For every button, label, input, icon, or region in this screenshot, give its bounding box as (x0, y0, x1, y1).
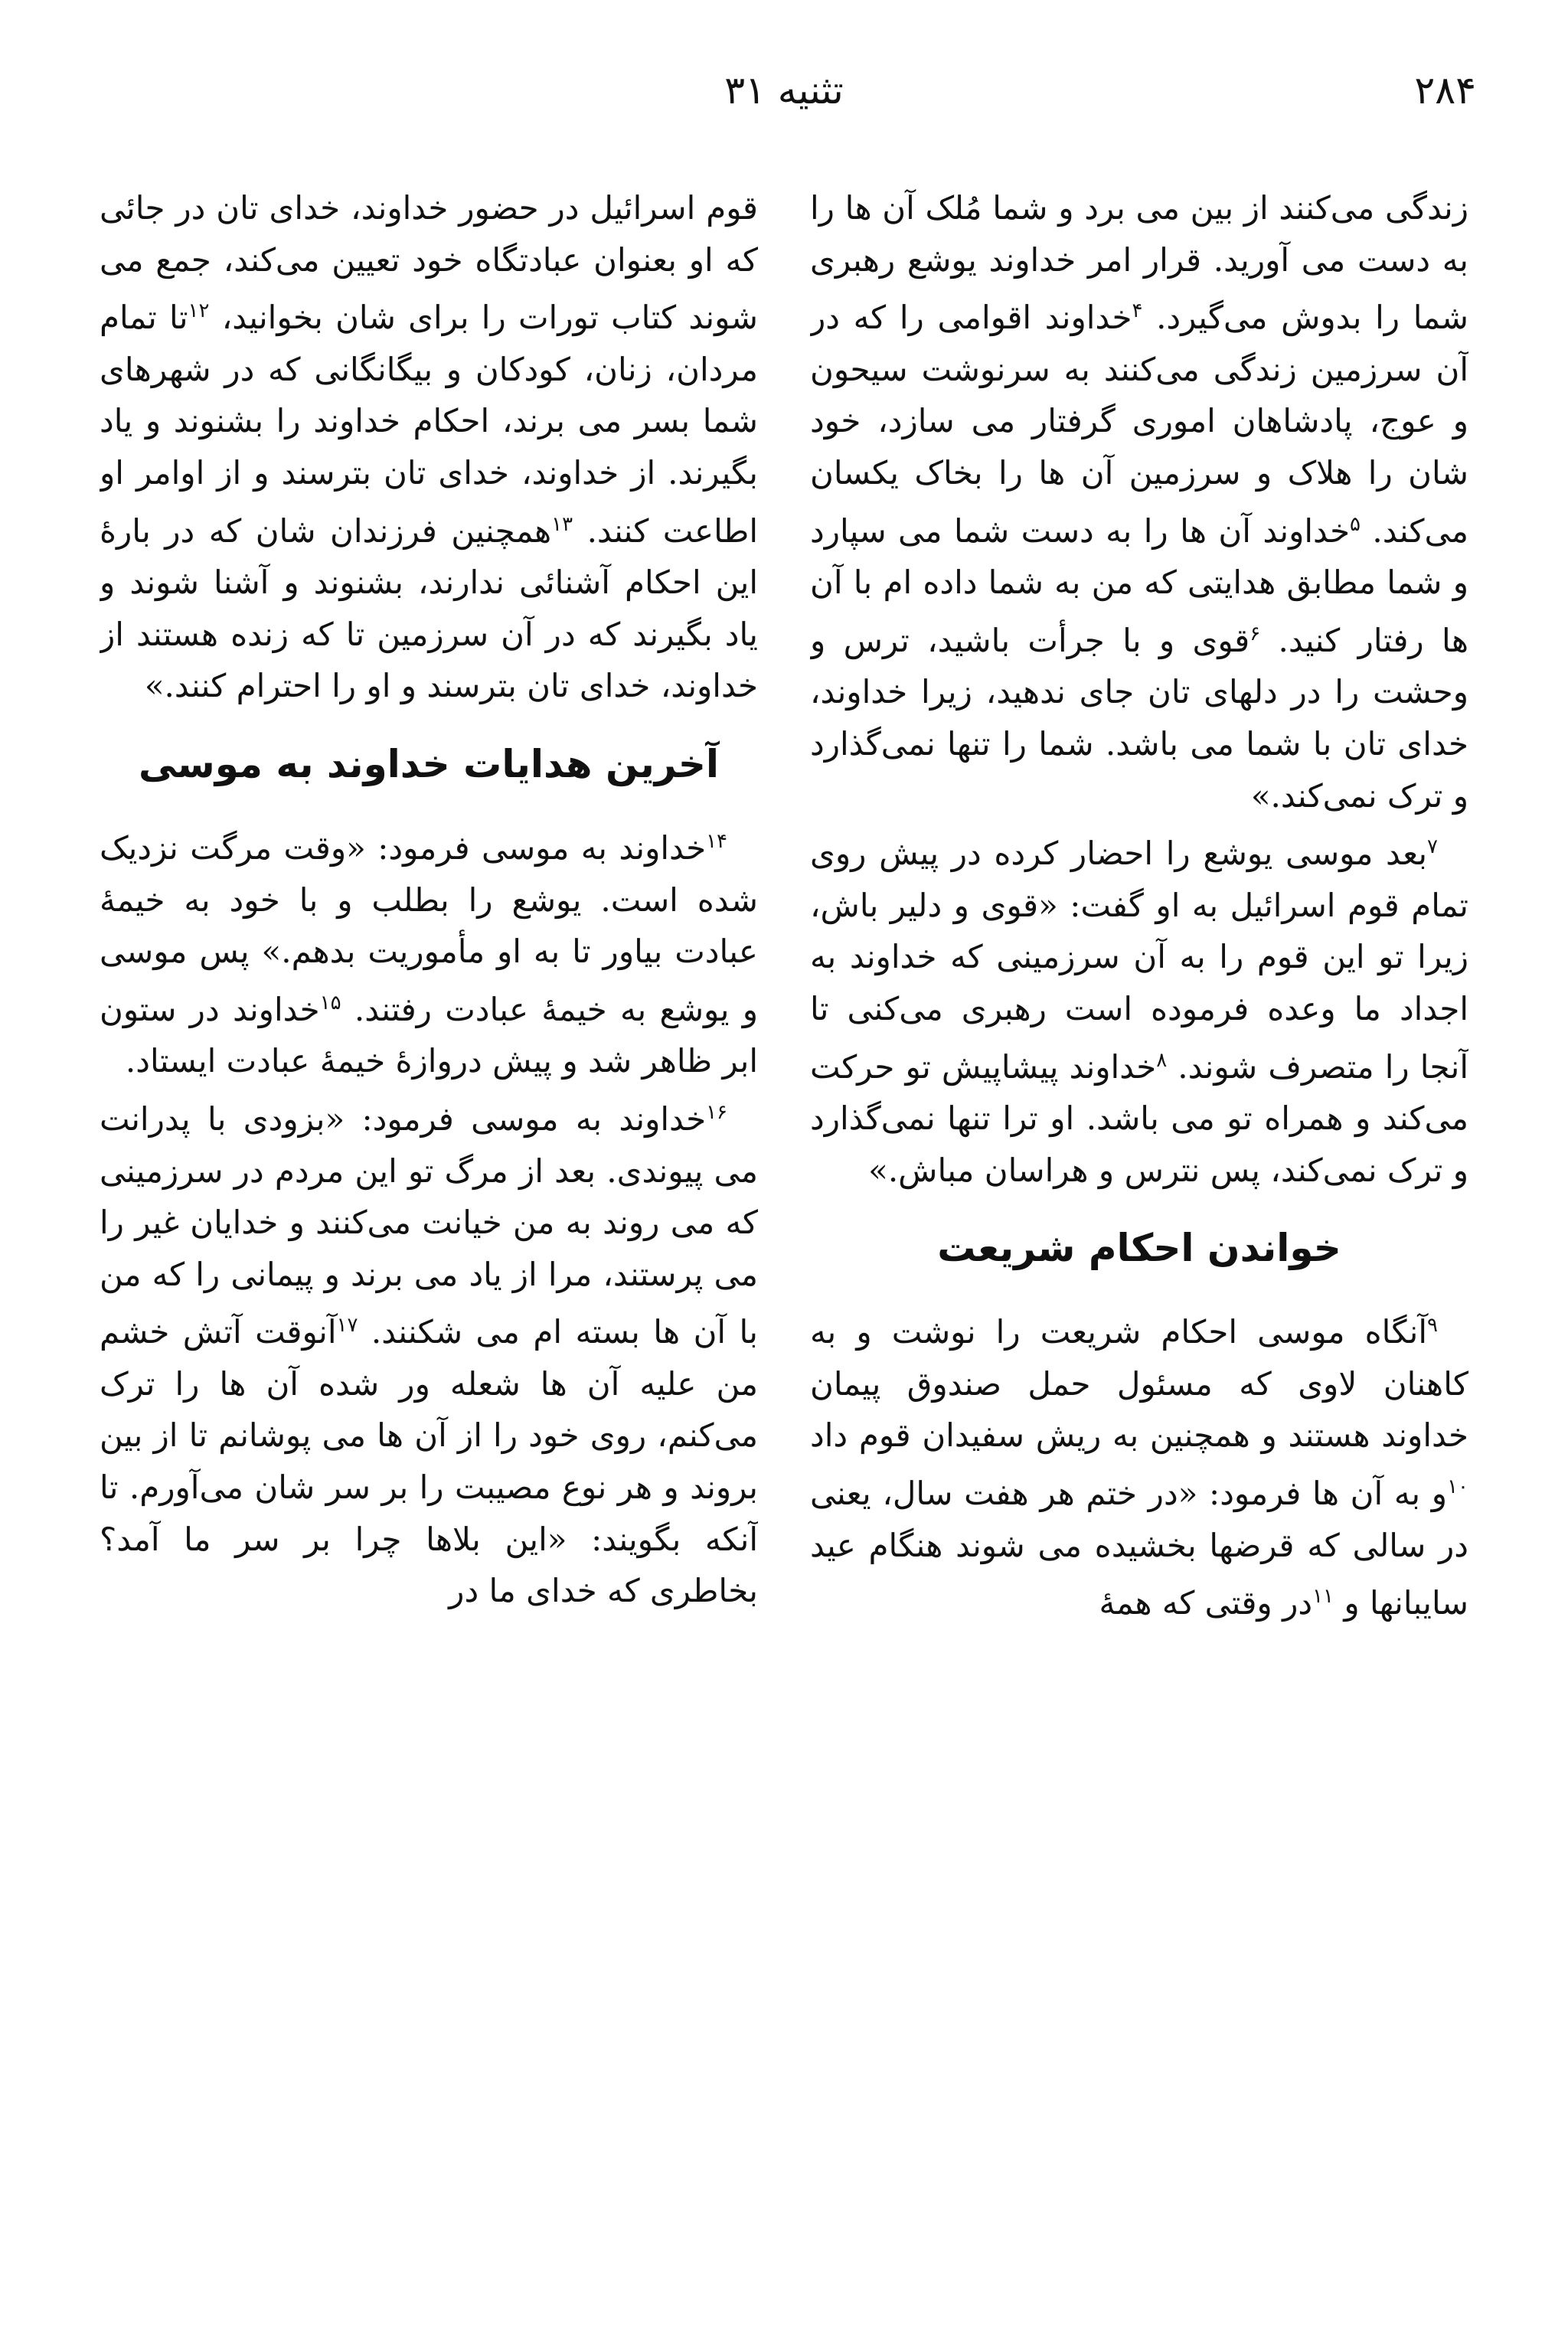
verse-number: ۵ (1350, 512, 1361, 536)
paragraph-text: قوم اسرائیل در حضور خداوند، خدای تان در جائی که او بعنوان عبادتگاه خود تعیین می‌کند، جمع می شوند کتاب تورات را برای شان بخوانید، (100, 189, 758, 337)
verse-number: ۱۰ (1447, 1475, 1468, 1499)
verse-number: ۱۳ (551, 512, 573, 536)
paragraph-text: خداوند اقوامی را که در آن سرزمین زندگی می‌کنند به سرنوشت سیحون و عوج، پادشاهان اموری گرفتار می سازد، خود شان را هلاک و سرزمین آن ها را بخاک یکسان می‌کند. (810, 299, 1468, 550)
chapter-title: تثنیه ۳۱ (724, 68, 844, 113)
left-column (100, 182, 758, 2318)
verse-number: ۱۲ (188, 299, 210, 323)
verse-number: ۷ (1427, 835, 1438, 859)
paragraph-text: خداوند در ستون ابر ظاهر شد و پیش دروازۀ خیمۀ عبادت ایستاد. (100, 990, 758, 1080)
paragraph-text: تا تمام مردان، زنان، کودکان و بیگانگانی که در شهرهای شما بسر می برند، احکام خداوند را بشنوند و یاد بگیرند. از خداوند، خدای تان بترسند و از اوامر او اطاعت کنند. (100, 299, 758, 550)
paragraph-text: بعد موسی یوشع را احضار کرده در پیش روی تمام قوم اسرائیل به او گفت: «قوی و دلیر باش، زیرا تو این قوم را به آن سرزمینی که خداوند به اجداد ما وعده فرموده است رهبری می‌کنی تا آنجا را متصرف شوند. (810, 835, 1468, 1086)
verse-number: ۴ (1132, 299, 1143, 323)
paragraph-text: زندگی می‌کنند از بین می برد و شما مُلک آن ها را به دست می آورید. قرار امر خداوند یوشع رهبری شما را بدوش می‌گیرد. (810, 189, 1468, 337)
page-number: ۲۸۴ (1414, 68, 1476, 113)
running-header (0, 60, 1568, 121)
verse-number: ۱۵ (319, 991, 341, 1014)
verse-number: ۱۴ (706, 829, 727, 853)
paragraph-text: و به آن ها فرمود: «در ختم هر هفت سال، یعنی در سالی که قرضها بخشیده می شوند هنگام عید سایبانها و (810, 1475, 1468, 1622)
paragraph-text: در وقتی که همهٔ (1099, 1584, 1313, 1622)
paragraph (100, 182, 758, 712)
verse-number: ۱۷ (336, 1314, 358, 1338)
paragraph-text: خداوند پیشاپیش تو حرکت می‌کند و همراه تو می باشد. او ترا تنها نمی‌گذارد و ترک نمی‌کند، پس نترس و هراسان مباش.» (810, 1047, 1468, 1189)
section-heading: خواندن احکام شریعت (937, 1226, 1341, 1271)
verse-number: ۹ (1427, 1314, 1438, 1338)
paragraph-text: قوی و با جرأت باشید، ترس و وحشت را در دلهای تان جای ندهید، زیرا خداوند، خدای تان با شما می باشد. شما را تنها نمی‌گذارد و ترک نمی‌کند.» (810, 621, 1468, 815)
paragraph-text: خداوند به موسی فرمود: «بزودی با پدرانت می پیوندی. بعد از مرگ تو این مردم در سرزمینی که می روند به من خیانت می‌کنند و خدایان غیر را می پرستند، مرا از یاد می برند و پیمانی را که من با آن ها بسته ام می شکنند. (100, 1099, 758, 1351)
paragraph-text: آنوقت آتش خشم من علیه آن ها شعله ور شده آن ها را ترک می‌کنم، روی خود را از آن ها می پوشانم تا از بین بروند و هر نوع مصیبت را بر سر شان می‌آورم. تا آنکه بگویند: «این بلاها چرا بر سر ما آمد؟ بخاطری که خدای ما در (100, 1313, 758, 1610)
paragraph (810, 822, 1468, 1196)
paragraph-text: خداوند آن ها را به دست شما می سپارد و شما مطابق هدایتی که من به شما داده ام با آن ها رفتار کنید. (810, 511, 1468, 659)
paragraph (100, 1087, 758, 1617)
paragraph (100, 816, 758, 1087)
paragraph-text: خداوند به موسی فرمود: «وقت مرگت نزدیک شده است. یوشع را بطلب و با خود به خیمۀ عبادت بیاور تا به او مأموریت بدهم.» پس موسی و یوشع به خیمۀ عبادت رفتند. (100, 828, 758, 1028)
verse-number: ۶ (1250, 622, 1261, 645)
right-column (810, 182, 1468, 2318)
verse-number: ۱۱ (1312, 1585, 1334, 1609)
verse-number: ۱۶ (706, 1100, 727, 1124)
paragraph-text: آنگاه موسی احکام شریعت را نوشت و به کاهنان لاوی که مسئول حمل صندوق پیمان خداوند هستند و همچنین به ریش سفیدان قوم داد (810, 1313, 1468, 1455)
verse-number: ۸ (1156, 1048, 1168, 1072)
paragraph-text: همچنین فرزندان شان که در بارۀ این احکام آشنائی ندارند، بشنوند و آشنا شوند و یاد بگیرند که در آن سرزمین تا که زنده هستند از خداوند، خدای تان بترسند و او را احترام کنند.» (100, 511, 758, 705)
section-heading: آخرین هدایات خداوند به موسی (138, 741, 720, 786)
paragraph (810, 1300, 1468, 1629)
paragraph (810, 182, 1468, 822)
